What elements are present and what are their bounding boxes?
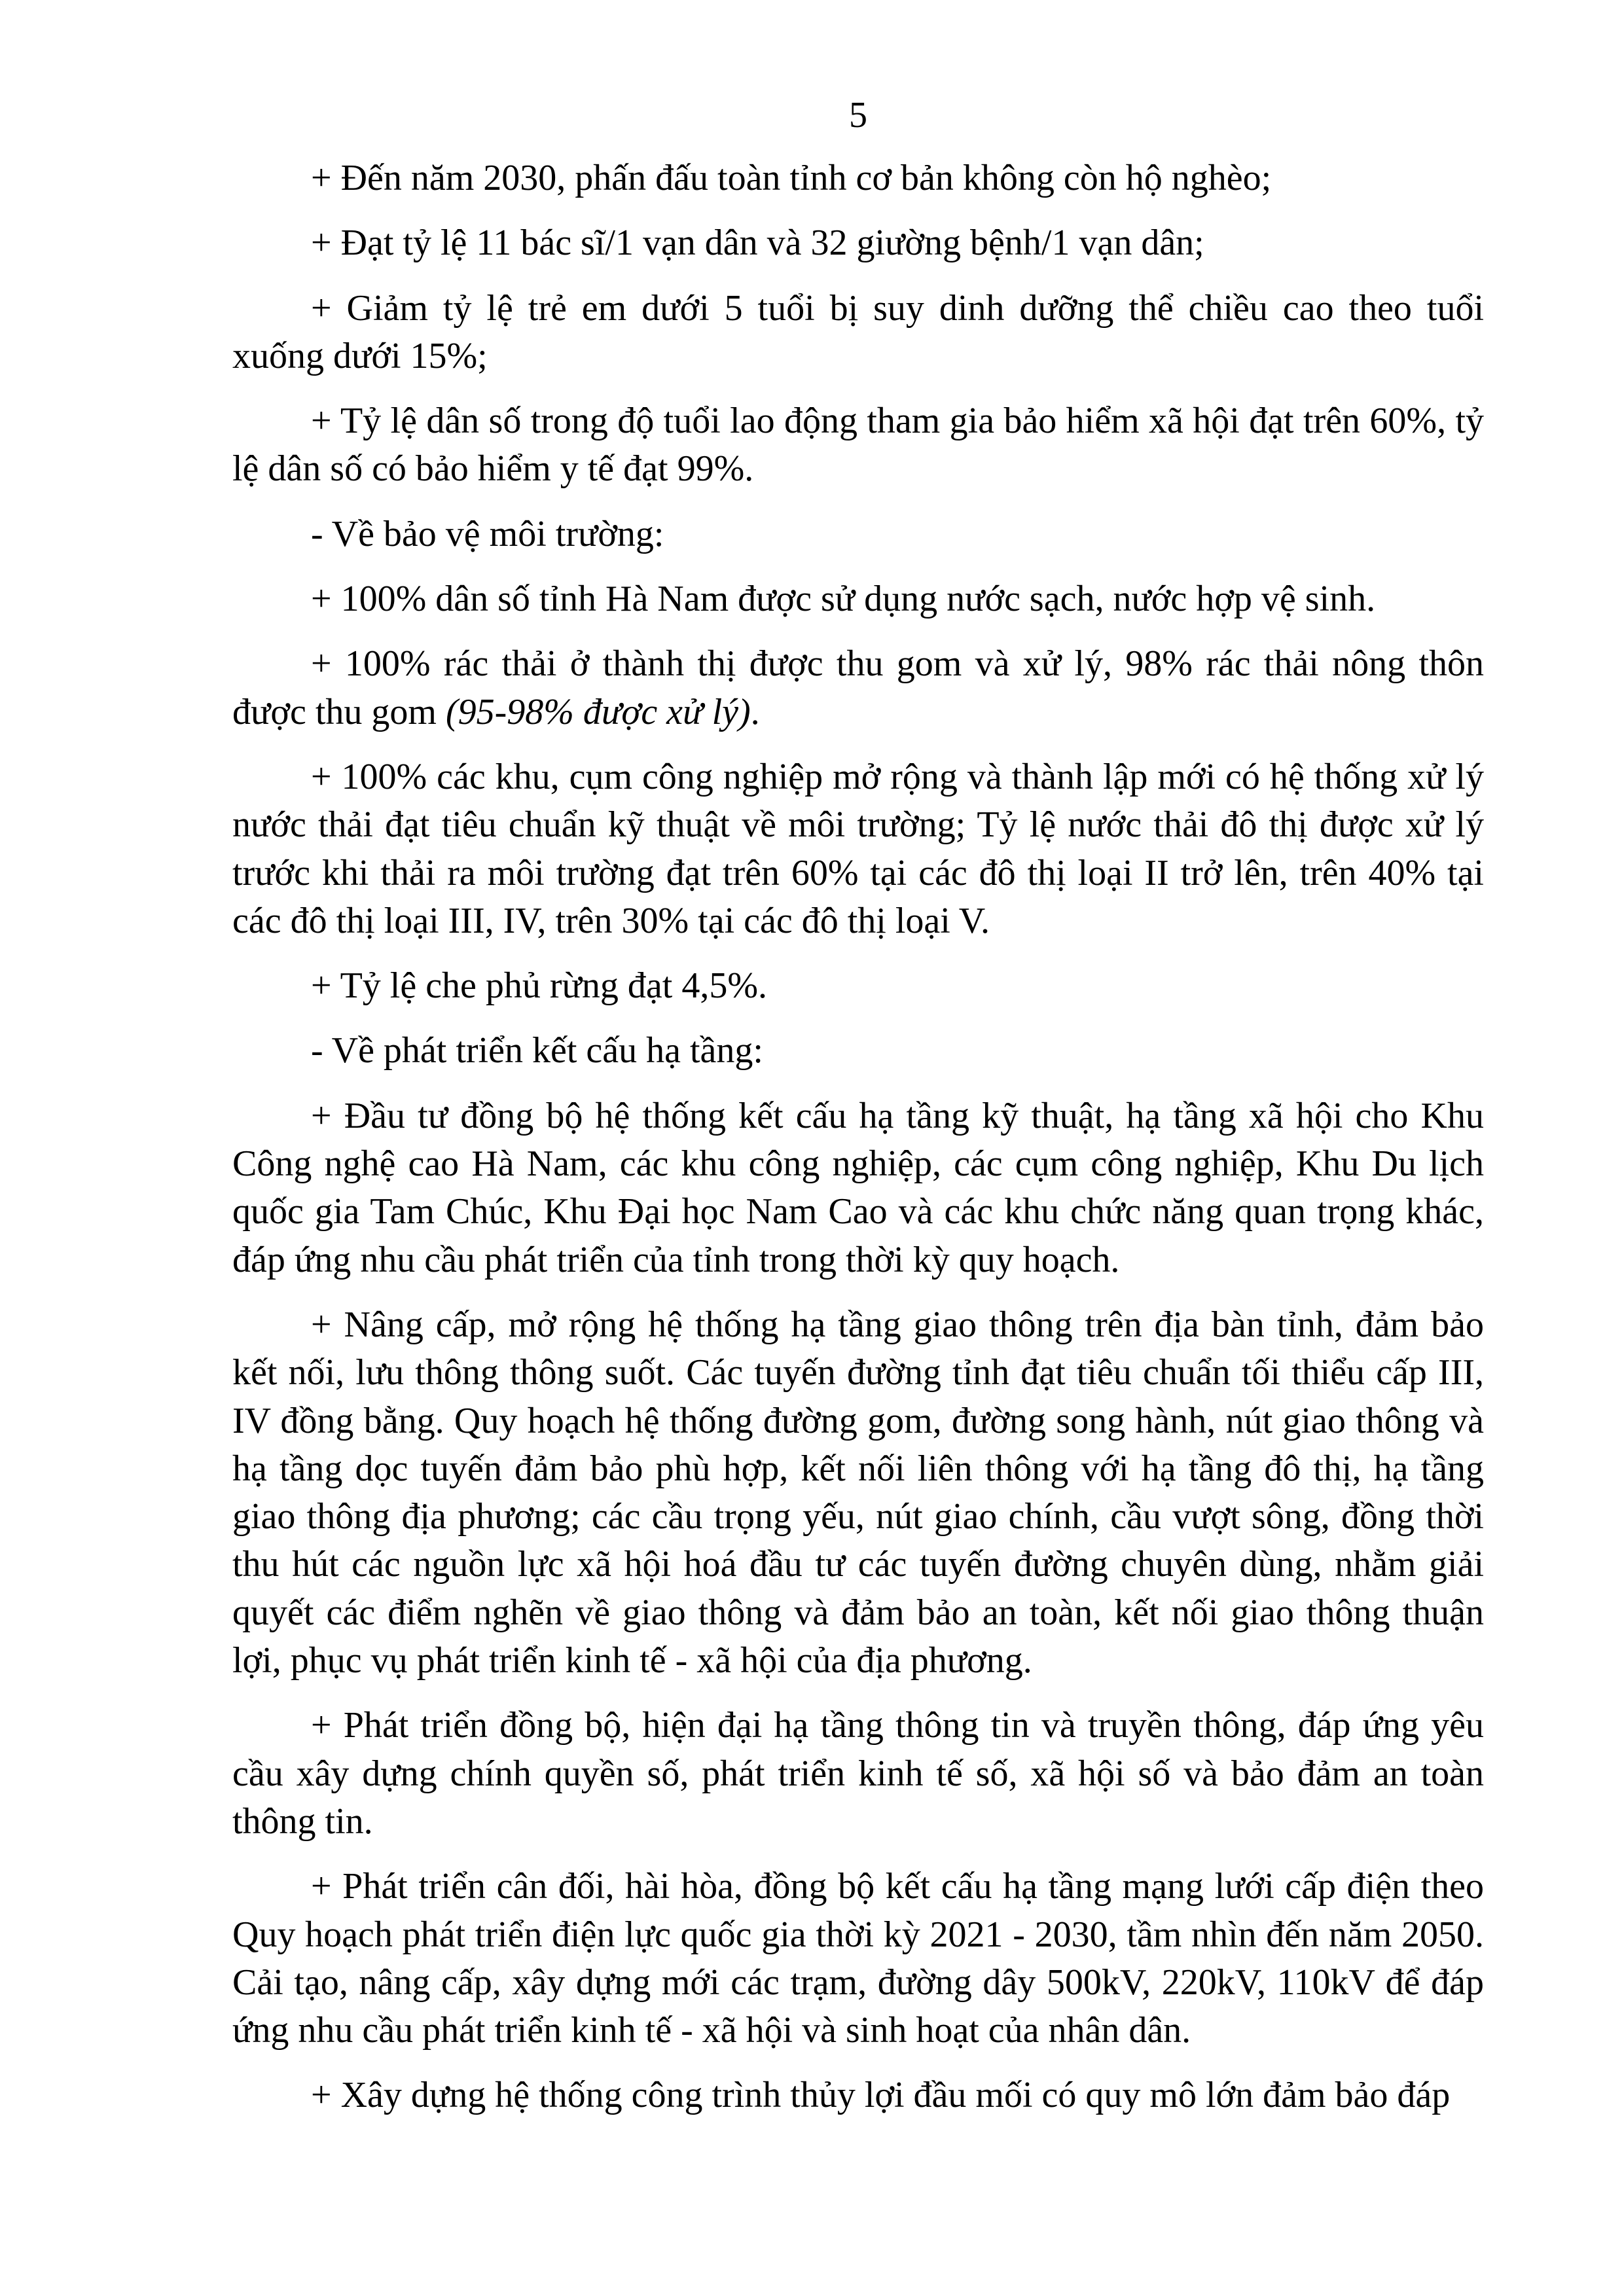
bullet-social-insurance: + Tỷ lệ dân số trong độ tuổi lao động tham gia bảo hiểm xã hội đạt trên 60%, tỷ lệ dân số có bảo hiểm y tế đạt 99%. [232, 401, 1484, 490]
bullet-transport-upgrade: + Nâng cấp, mở rộng hệ thống hạ tầng giao thông trên địa bàn tỉnh, đảm bảo kết nối, lưu thông thông suốt. Các tuyến đường tỉnh đạt tiêu chuẩn tối thiểu cấp III, IV đồng bằng. Quy hoạch hệ thống đường gom, đường song hành, nút giao thông và hạ tầng dọc tuyến đảm bảo phù hợp, kết nối liên thông với hạ tầng đô thị, hạ tầng giao thông địa phương; các cầu trọng yếu, nút giao chính, cầu vượt sông, đồng thời thu hút các nguồn lực xã hội hoá đầu tư các tuyến đường chuyên dùng, nhằm giải quyết các điểm nghẽn về giao thông và đảm bảo an toàn, kết nối giao thông thuận lợi, phục vụ phát triển kinh tế - xã hội của địa phương. [232, 1304, 1484, 1681]
bullet-clean-water: + 100% dân số tỉnh Hà Nam được sử dụng nước sạch, nước hợp vệ sinh. [311, 579, 1376, 620]
bullet-child-malnutrition: + Giảm tỷ lệ trẻ em dưới 5 tuổi bị suy dinh dưỡng thể chiều cao theo tuổi xuống dưới 15%; [232, 287, 1484, 376]
document-body [232, 154, 1484, 2120]
page-number: 5 [849, 95, 867, 135]
bullet-ict-infrastructure: + Phát triển đồng bộ, hiện đại hạ tầng thông tin và truyền thông, đáp ứng yêu cầu xây dựng chính quyền số, phát triển kinh tế số, xã hội số và bảo đảm an toàn thông tin. [232, 1705, 1484, 1842]
bullet-power-grid: + Phát triển cân đối, hài hòa, đồng bộ kết cấu hạ tầng mạng lưới cấp điện theo Quy hoạch phát triển điện lực quốc gia thời kỳ 2021 - 2030, tầm nhìn đến năm 2050. Cải tạo, nâng cấp, xây dựng mới các trạm, đường dây 500kV, 220kV, 110kV để đáp ứng nhu cầu phát triển kinh tế - xã hội và sinh hoạt của nhân dân. [232, 1866, 1484, 2051]
bullet-irrigation: + Xây dựng hệ thống công trình thủy lợi đầu mối có quy mô lớn đảm bảo đáp [311, 2075, 1451, 2116]
bullet-wastewater-treatment: + 100% các khu, cụm công nghiệp mở rộng và thành lập mới có hệ thống xử lý nước thải đạt tiêu chuẩn kỹ thuật về môi trường; Tỷ lệ nước thải đô thị được xử lý trước khi thải ra môi trường đạt trên 60% tại các đô thị loại II trở lên, trên 40% tại các đô thị loại III, IV, trên 30% tại các đô thị loại V. [232, 756, 1484, 941]
waste-collection-italic-note: (95-98% được xử lý) [445, 691, 751, 732]
bullet-forest-cover: + Tỷ lệ che phủ rừng đạt 4,5%. [311, 965, 767, 1007]
bullet-infrastructure-investment: + Đầu tư đồng bộ hệ thống kết cấu hạ tầng kỹ thuật, hạ tầng xã hội cho Khu Công nghệ cao Hà Nam, các khu công nghiệp, các cụm công nghiệp, Khu Du lịch quốc gia Tam Chúc, Khu Đại học Nam Cao và các khu chức năng quan trọng khác, đáp ứng nhu cầu phát triển của tỉnh trong thời kỳ quy hoạch. [232, 1095, 1484, 1280]
bullet-poverty-target: + Đến năm 2030, phấn đấu toàn tỉnh cơ bản không còn hộ nghèo; [311, 158, 1272, 198]
bullet-doctors-beds-ratio: + Đạt tỷ lệ 11 bác sĩ/1 vạn dân và 32 giường bệnh/1 vạn dân; [311, 223, 1204, 264]
waste-collection-text: + 100% rác thải ở thành thị được thu gom và xử lý, 98% rác thải nông thôn được thu gom [232, 643, 1484, 732]
section-heading-infrastructure: - Về phát triển kết cấu hạ tầng: [311, 1030, 763, 1071]
waste-collection-tail: . [750, 691, 760, 732]
bullet-waste-collection [232, 640, 1484, 736]
section-heading-environment: - Về bảo vệ môi trường: [311, 513, 664, 554]
